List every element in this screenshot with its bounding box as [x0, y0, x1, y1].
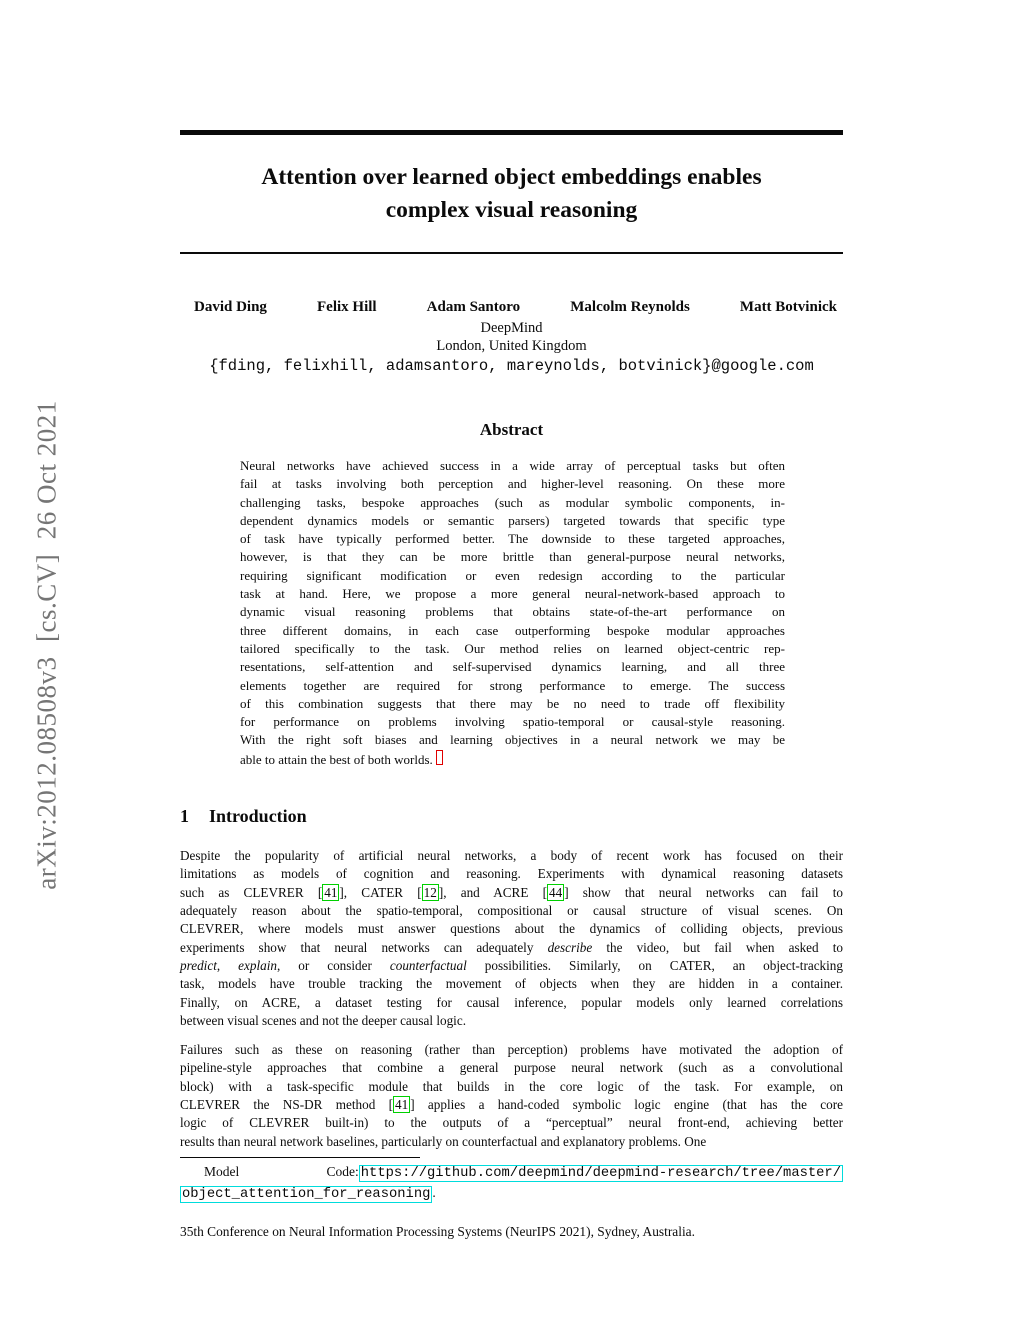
citation-ref[interactable]: 44: [549, 884, 563, 900]
code-url-link[interactable]: object_attention_for_reasoning: [182, 1187, 431, 1202]
author-name: Matt Botvinick: [739, 299, 837, 315]
arxiv-watermark: arXiv:2012.08508v3 [cs.CV] 26 Oct 2021: [31, 400, 62, 890]
text-line: [240, 677, 785, 695]
text-line: [240, 567, 785, 585]
text-span: requiring significant modification or even redesign according to the particular: [240, 567, 785, 583]
text-line: [180, 957, 843, 975]
text-span: ] applies a hand-coded symbolic logic engine (that has the core: [410, 1097, 843, 1113]
author-name: Malcolm Reynolds: [570, 299, 690, 315]
text-span: ], CATER [: [339, 884, 422, 900]
text-line: [240, 548, 785, 566]
text-line: [240, 713, 785, 731]
text-span: however, is that they can be more brittle than general-purpose neural networks,: [240, 549, 785, 565]
text-span: Failures such as these on reasoning (rather than perception) problems have motivated the adoption of: [180, 1042, 843, 1057]
text-line: [240, 475, 785, 493]
italic-text: predict: [180, 958, 217, 974]
text-span: such as CLEVRER [: [180, 884, 323, 900]
paper-content-column: [180, 0, 843, 1325]
text-line: [180, 1041, 843, 1059]
text-line: [240, 731, 785, 749]
text-line: [180, 1162, 843, 1183]
text-line: [180, 1096, 843, 1114]
text-line: [240, 585, 785, 603]
text-line: [240, 603, 785, 621]
text-line: [180, 1078, 843, 1096]
text-span: , or consider: [276, 958, 390, 974]
footnote-marker-icon[interactable]: [436, 750, 443, 765]
text-span: ], and ACRE [: [438, 884, 547, 900]
top-rule: [180, 130, 843, 135]
text-span: CLEVRER, where models must answer questions about the dynamics of colliding objects, previous: [180, 921, 843, 937]
text-span: Model Code:: [204, 1164, 359, 1179]
text-line: [240, 695, 785, 713]
text-span: between visual scenes and not the deeper causal logic.: [180, 1013, 466, 1029]
text-line: [240, 494, 785, 512]
text-span: dependent dynamics models or semantic parsers) targeted towards that specific type: [240, 512, 785, 528]
citation-ref[interactable]: 41: [324, 884, 338, 900]
text-span: Finally, on ACRE, a dataset testing for causal inference, popular models only learned correlations: [180, 994, 843, 1010]
paper-title-line2: complex visual reasoning: [385, 197, 638, 223]
text-span: resentations, self-attention and self-supervised dynamics learning, and all three: [240, 659, 785, 675]
footnote-rule: [180, 1157, 420, 1158]
text-line: [180, 1114, 843, 1132]
text-span: task at hand. Here, we propose a more general neural-network-based approach to: [240, 586, 785, 602]
text-span: CLEVRER the NS-DR method [: [180, 1097, 394, 1113]
citation-ref[interactable]: 12: [423, 884, 437, 900]
text-span: With the right soft biases and learning objectives in a neural network we may be: [240, 732, 785, 748]
text-span: logic of CLEVRER built-in) to the outputs of a “perceptual” neural front-end, achieving better: [180, 1115, 843, 1131]
abstract-body: [240, 457, 785, 769]
text-line: [240, 640, 785, 658]
text-line: [180, 994, 843, 1012]
author-emails: {fding, felixhill, adamsantoro, mareynolds, botvinick}@google.com: [209, 357, 814, 375]
affiliation: DeepMind: [480, 320, 543, 336]
text-span: ,: [216, 958, 239, 974]
text-span: task, models have trouble tracking the movement of objects when they are hidden in a container.: [180, 976, 843, 992]
author-name: David Ding: [194, 299, 267, 315]
citation-ref[interactable]: 41: [395, 1097, 409, 1113]
text-line: [180, 1183, 843, 1204]
title-rule: [180, 252, 843, 254]
text-line: [240, 658, 785, 676]
text-line: [180, 939, 843, 957]
text-span: able to attain the best of both worlds.: [240, 751, 433, 767]
text-span: for performance on problems involving spatio-temporal or causal-style reasoning.: [240, 714, 785, 730]
text-span: of task have typically performed better. The downside to these targeted approaches,: [240, 531, 785, 547]
paper-title: [180, 161, 843, 227]
text-span: Neural networks have achieved success in a wide array of perceptual tasks but often: [240, 458, 785, 473]
section-number: 1: [180, 806, 189, 826]
text-span: three different domains, in each case outperforming bespoke modular approaches: [240, 622, 785, 638]
text-span: experiments show that neural networks can adequately: [180, 939, 548, 955]
text-line: [180, 1133, 843, 1151]
text-span: tailored specifically to the task. Our method relies on learned object-centric rep-: [240, 640, 785, 656]
author-names-row: [180, 299, 843, 316]
text-span: elements together are required for strong performance to emerge. The success: [240, 677, 785, 693]
code-url-link[interactable]: https://github.com/deepmind/deepmind-research/tree/master/: [360, 1166, 841, 1181]
section-heading-introduction: [180, 806, 843, 827]
text-line: [180, 975, 843, 993]
text-span: limitations as models of cognition and reasoning. Experiments with dynamical reasoning datasets: [180, 866, 843, 882]
text-line: [180, 865, 843, 883]
text-line: [180, 902, 843, 920]
text-line: [180, 1059, 843, 1077]
text-span: .: [432, 1185, 436, 1200]
abstract-heading: Abstract: [479, 420, 544, 439]
text-line: [240, 512, 785, 530]
text-span: results than neural network baselines, particularly on counterfactual and explanatory problems. One: [180, 1133, 707, 1149]
text-span: block) with a task-specific module that builds in the core logic of the task. For example, on: [180, 1078, 843, 1094]
text-span: dynamic visual reasoning problems that obtains state-of-the-art performance on: [240, 604, 785, 620]
text-span: adequately reason about the spatio-temporal, compositional or causal structure of visual scenes. On: [180, 903, 843, 919]
text-line: [180, 847, 843, 865]
paper-title-line1: Attention over learned object embeddings enables: [261, 164, 762, 190]
text-line: [240, 530, 785, 548]
model-code-footnote: [180, 1162, 843, 1204]
author-name: Felix Hill: [317, 299, 377, 315]
text-span: challenging tasks, bespoke approaches (such as modular symbolic components, in-: [240, 494, 785, 510]
author-name: Adam Santoro: [426, 299, 521, 315]
intro-paragraph-2: [180, 1041, 843, 1151]
affiliation-location: London, United Kingdom: [436, 338, 587, 354]
text-span: the video, but fail when asked to: [592, 939, 844, 955]
italic-text: counterfactual: [389, 958, 467, 974]
intro-paragraph-1: [180, 847, 843, 1030]
text-line: [240, 457, 785, 475]
conference-footer: 35th Conference on Neural Information Processing Systems (NeurIPS 2021), Sydney, Australia.: [180, 1224, 695, 1239]
text-line: [180, 1012, 843, 1030]
text-line: [180, 920, 843, 938]
text-line: [240, 750, 785, 769]
section-title: Introduction: [209, 806, 307, 826]
italic-text: explain: [238, 958, 277, 974]
text-span: Despite the popularity of artificial neural networks, a body of recent work has focused on their: [180, 848, 843, 863]
italic-text: describe: [547, 939, 593, 955]
text-span: of this combination suggests that there may be no need to trade off flexibility: [240, 695, 785, 711]
text-span: ] show that neural networks can fail to: [564, 884, 843, 900]
text-line: [240, 622, 785, 640]
text-span: fail at tasks involving both perception and higher-level reasoning. On these more: [240, 476, 785, 492]
text-span: pipeline-style approaches that combine a general purpose neural network (such as a convolutional: [180, 1060, 843, 1076]
text-span: possibilities. Similarly, on CATER, an object-tracking: [466, 958, 843, 974]
text-line: [180, 884, 843, 902]
